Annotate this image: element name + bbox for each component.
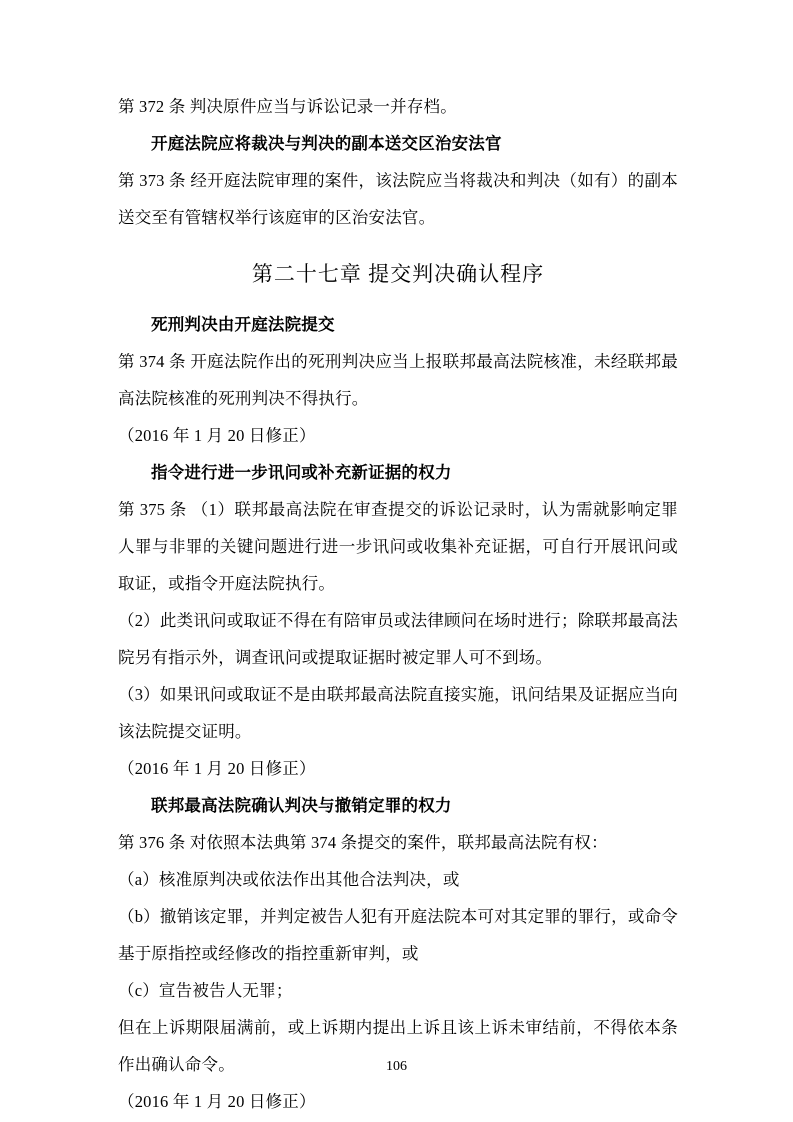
paragraph-section-376-b: （b）撤销该定罪，并判定被告人犯有开庭法院本可对其定罪的罪行，或命令基于原指控或经修改的指控重新审判，或 — [118, 907, 678, 963]
paragraph-section-375-1: 第 375 条 （1）联邦最高法院在审查提交的诉讼记录时，认为需就影响定罪人罪与非罪的关键问题进行进一步讯问或收集补充证据，可自行开展讯问或取证，或指令开庭法院执行。 — [118, 500, 678, 593]
amendment-note-376: （2016 年 1 月 20 日修正） — [118, 1092, 316, 1111]
paragraph-section-372: 第 372 条 判决原件应当与诉讼记录一并存档。 — [118, 97, 457, 116]
paragraph-section-375-3: （3）如果讯问或取证不是由联邦最高法院直接实施，讯问结果及证据应当向该法院提交证明。 — [118, 685, 678, 741]
paragraph-section-376: 第 376 条 对依照本法典第 374 条提交的案件，联邦最高法院有权： — [118, 833, 608, 852]
amendment-note-375: （2016 年 1 月 20 日修正） — [118, 759, 316, 778]
chapter-title: 第二十七章 提交判决确认程序 — [251, 262, 545, 286]
page-number: 106 — [386, 1059, 407, 1074]
subheading-death-sentence-submission: 死刑判决由开庭法院提交 — [151, 315, 335, 334]
subheading-confirm-or-annul-power: 联邦最高法院确认判决与撤销定罪的权力 — [151, 796, 452, 815]
paragraph-section-376-a: （a）核准原判决或依法作出其他合法判决，或 — [118, 870, 460, 889]
amendment-note-374: （2016 年 1 月 20 日修正） — [118, 426, 316, 445]
document-body — [118, 88, 678, 1120]
paragraph-section-376-c: （c）宣告被告人无罪； — [118, 981, 293, 1000]
paragraph-section-376-proviso: 但在上诉期限届满前，或上诉期内提出上诉且该上诉未审结前，不得依本条作出确认命令。 — [118, 1018, 678, 1074]
subheading-further-inquiry-power: 指令进行进一步讯问或补充新证据的权力 — [151, 463, 452, 482]
paragraph-section-375-2: （2）此类讯问或取证不得在有陪审员或法律顾问在场时进行；除联邦最高法院另有指示外，调查讯问或提取证据时被定罪人可不到场。 — [118, 611, 678, 667]
subheading-copies-to-magistrate: 开庭法院应将裁决与判决的副本送交区治安法官 — [151, 134, 502, 153]
paragraph-section-373: 第 373 条 经开庭法院审理的案件，该法院应当将裁决和判决（如有）的副本送交至有管辖权举行该庭审的区治安法官。 — [118, 171, 678, 227]
paragraph-section-374: 第 374 条 开庭法院作出的死刑判决应当上报联邦最高法院核准，未经联邦最高法院核准的死刑判决不得执行。 — [118, 352, 678, 408]
